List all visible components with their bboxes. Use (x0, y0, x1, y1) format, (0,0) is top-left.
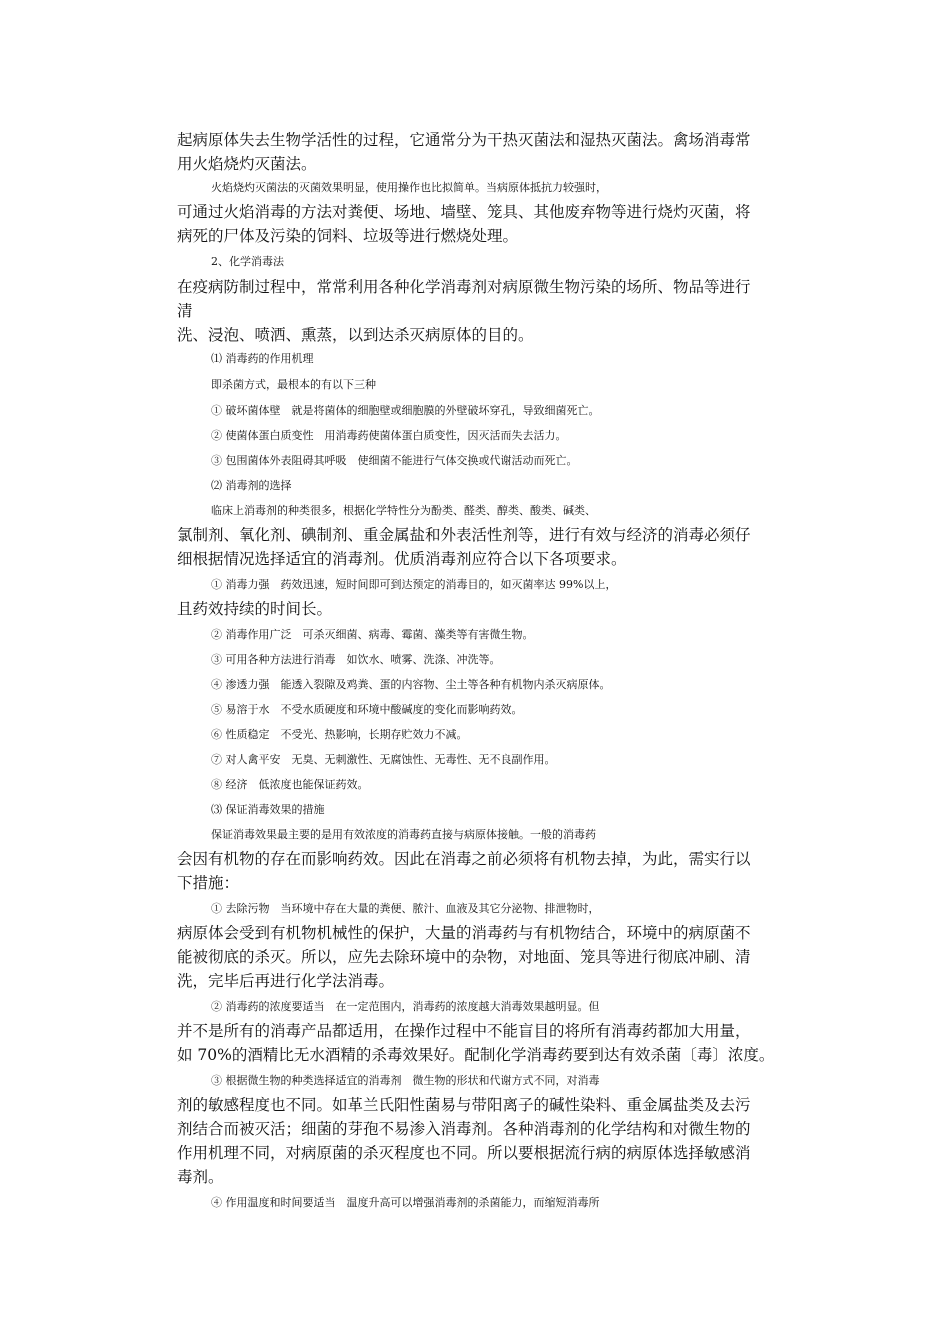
section-heading: 2、化学消毒法 (211, 255, 284, 268)
list-item: ⑧ 经济 低浓度也能保证药效。 (211, 778, 369, 791)
text-line: 火焰烧灼灭菌法的灭菌效果明显，使用操作也比拟简单。当病原体抵抗力较强时， (211, 181, 607, 194)
text-line: 洗、浸泡、喷洒、熏蒸，以到达杀灭病原体的目的。 (177, 326, 534, 344)
text-line: 病原体会受到有机物机械性的保护，大量的消毒药与有机物结合，环境中的病原菌不 (177, 924, 751, 942)
text-line: 起病原体失去生物学活性的过程，它通常分为干热灭菌法和湿热灭菌法。禽场消毒常 (177, 131, 751, 149)
text-line: 保证消毒效果最主要的是用有效浓度的消毒药直接与病原体接触。一般的消毒药 (211, 828, 596, 841)
text-line: 可通过火焰消毒的方法对粪便、场地、墙壁、笼具、其他废弃物等进行烧灼灭菌，将 (177, 203, 751, 221)
text-line: 毒剂。 (177, 1168, 224, 1186)
list-item: ④ 渗透力强 能透入裂隙及鸡粪、蛋的内容物、尘土等各种有机物内杀灭病原体。 (211, 678, 611, 691)
text-line: 作用机理不同，对病原菌的杀灭程度也不同。所以要根据流行病的病原体选择敏感消 (177, 1144, 751, 1162)
text-line: 氯制剂、氧化剂、碘制剂、重金属盐和外表活性剂等，进行有效与经济的消毒必须仔 (177, 526, 751, 544)
list-item: ① 消毒力强 药效迅速，短时间即可到达预定的消毒目的，如灭菌率达 99%以上， (211, 578, 617, 591)
text-line: 临床上消毒剂的种类很多，根据化学特性分为酚类、醛类、醇类、酸类、碱类、 (211, 504, 596, 517)
subsection-heading: ⑶ 保证消毒效果的措施 (211, 803, 325, 816)
text-line: 即杀菌方式，最根本的有以下三种 (211, 378, 376, 391)
text-line: 剂结合而被灭活；细菌的芽孢不易渗入消毒剂。各种消毒剂的化学结构和对微生物的 (177, 1120, 751, 1138)
list-item: ⑦ 对人禽平安 无臭、无刺激性、无腐蚀性、无毒性、无不良副作用。 (211, 753, 556, 766)
text-line: 如 70%的酒精比无水酒精的杀毒效果好。配制化学消毒药要到达有效杀菌〔毒〕浓度。 (177, 1046, 775, 1064)
subsection-heading: ⑵ 消毒剂的选择 (211, 479, 292, 492)
list-item: ③ 根据微生物的种类选择适宜的消毒剂 微生物的形状和代谢方式不同，对消毒 (211, 1074, 600, 1087)
list-item: ① 破坏菌体壁 就是将菌体的细胞壁或细胞膜的外壁破坏穿孔，导致细菌死亡。 (211, 404, 600, 417)
text-line: 洗，完毕后再进行化学法消毒。 (177, 972, 395, 990)
text-line: 清 (177, 302, 193, 320)
list-item: ③ 可用各种方法进行消毒 如饮水、喷雾、洗涤、冲洗等。 (211, 653, 501, 666)
list-item: ② 消毒作用广泛 可杀灭细菌、病毒、霉菌、藻类等有害微生物。 (211, 628, 534, 641)
list-item: ② 消毒药的浓度要适当 在一定范围内，消毒药的浓度越大消毒效果越明显。但 (211, 1000, 600, 1013)
text-line: 剂的敏感程度也不同。如革兰氏阳性菌易与带阳离子的碱性染料、重金属盐类及去污 (177, 1096, 751, 1114)
text-line: 在疫病防制过程中，常常利用各种化学消毒剂对病原微生物污染的场所、物品等进行 (177, 278, 751, 296)
list-item: ④ 作用温度和时间要适当 温度升高可以增强消毒剂的杀菌能力，而缩短消毒所 (211, 1196, 600, 1209)
subsection-heading: ⑴ 消毒药的作用机理 (211, 352, 314, 365)
list-item: ① 去除污物 当环境中存在大量的粪便、脓汁、血液及其它分泌物、排泄物时， (211, 902, 600, 915)
text-line: 细根据情况选择适宜的消毒剂。优质消毒剂应符合以下各项要求。 (177, 550, 627, 568)
list-item: ③ 包围菌体外表阻碍其呼吸 使细菌不能进行气体交换或代谢活动而死亡。 (211, 454, 578, 467)
text-line: 能被彻底的杀灭。所以，应先去除环境中的杂物，对地面、笼具等进行彻底冲刷、清 (177, 948, 751, 966)
text-line: 病死的尸体及污染的饲料、垃圾等进行燃烧处理。 (177, 227, 519, 245)
list-item: ⑥ 性质稳定 不受光、热影响，长期存贮效力不减。 (211, 728, 468, 741)
text-line: 会因有机物的存在而影响药效。因此在消毒之前必须将有机物去掉，为此，需实行以 (177, 850, 751, 868)
list-item: ② 使菌体蛋白质变性 用消毒药使菌体蛋白质变性，因灭活而失去活力。 (211, 429, 567, 442)
text-line: 下措施： (177, 874, 240, 892)
text-line: 并不是所有的消毒产品都适用，在操作过程中不能盲目的将所有消毒药都加大用量， (177, 1022, 751, 1040)
list-item: ⑤ 易溶于水 不受水质硬度和环境中酸碱度的变化而影响药效。 (211, 703, 523, 716)
text-line: 用火焰烧灼灭菌法。 (177, 155, 317, 173)
text-line: 且药效持续的时间长。 (177, 600, 333, 618)
